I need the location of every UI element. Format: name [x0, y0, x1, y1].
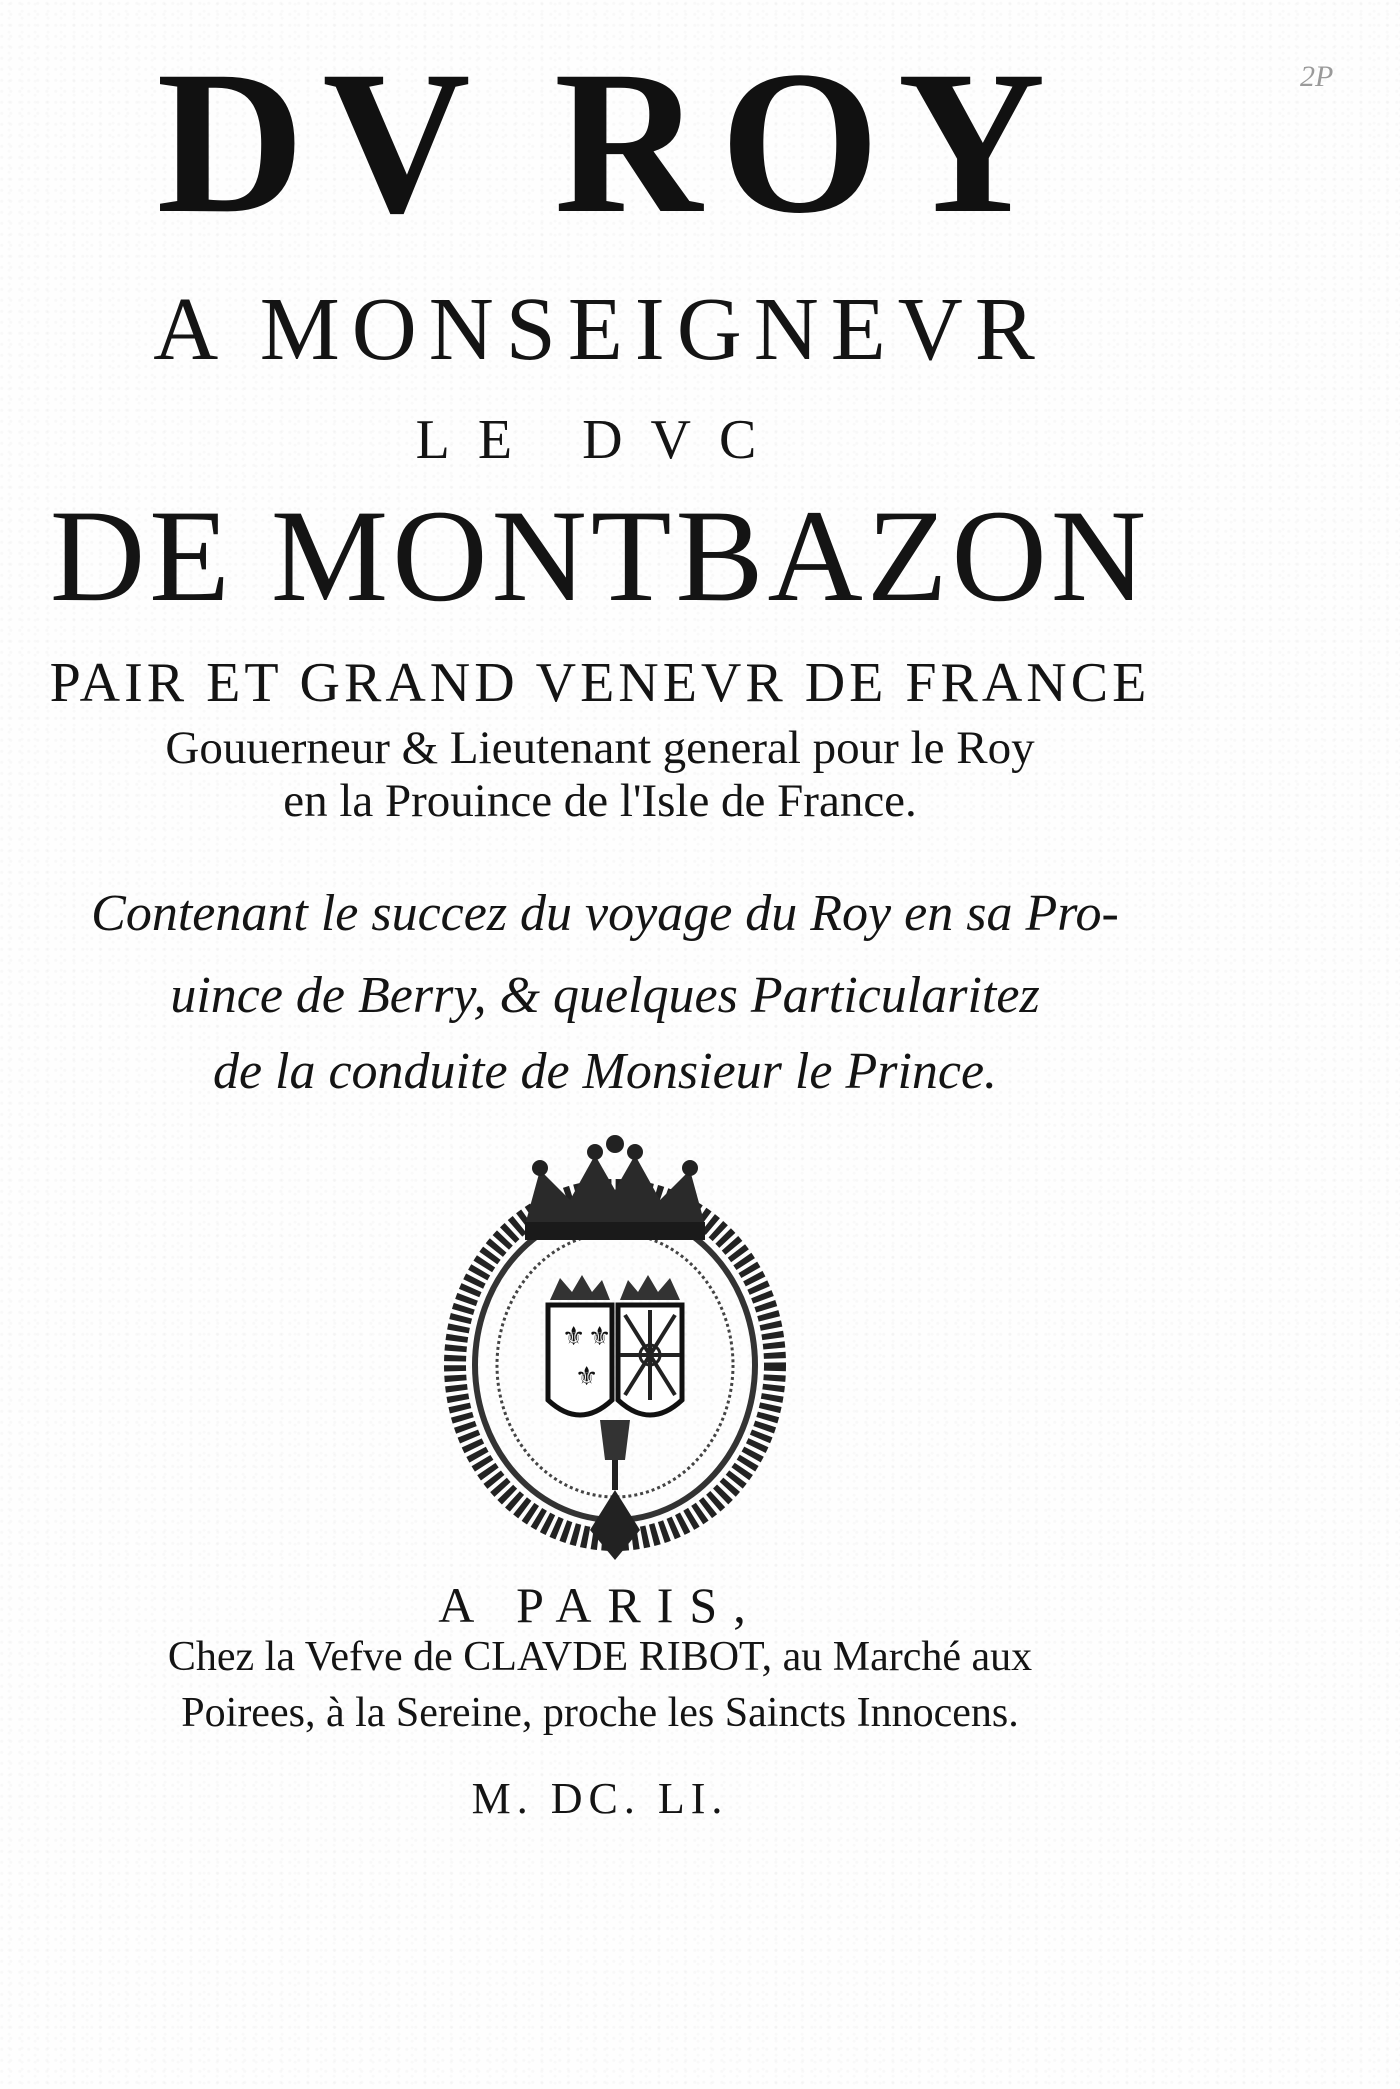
summary-line-1: Contenant le succez du voyage du Roy en sa Pro- [91, 885, 1119, 942]
title-pair-grand-veneur: PAIR ET GRAND VENEVR DE FRANCE [49, 652, 1151, 714]
imprint-printer: Chez la Vefve de CLAVDE RIBOT, au Marché aux [167, 1634, 1033, 1680]
subtitle-gouverneur: Gouuerneur & Lieutenant general pour le Roy [165, 722, 1035, 774]
royal-coat-of-arms-icon [430, 1130, 800, 1570]
subtitle-prouince: en la Prouince de l'Isle de France. [283, 775, 917, 827]
title-le-duc: LE DVC [415, 409, 785, 471]
title-dv-roy: DV ROY [156, 29, 1064, 256]
imprint-city: A PARIS, [438, 1577, 762, 1633]
margin-note: 2P [1300, 60, 1334, 93]
imprint-address: Poirees, à la Sereine, proche les Saincts Innocens. [181, 1690, 1019, 1736]
title-monseigneur: A MONSEIGNEVR [153, 280, 1047, 379]
svg-text:⚜: ⚜ [588, 1322, 612, 1352]
summary-line-3: de la conduite de Monsieur le Prince. [212, 1043, 998, 1100]
title-montbazon: DE MONTBAZON [49, 482, 1151, 629]
summary-line-2: uince de Berry, & quelques Particularitez [170, 967, 1040, 1024]
imprint-year: M. DC. LI. [471, 1774, 729, 1823]
svg-text:⚜: ⚜ [575, 1362, 599, 1392]
svg-text:⚜: ⚜ [562, 1322, 586, 1352]
